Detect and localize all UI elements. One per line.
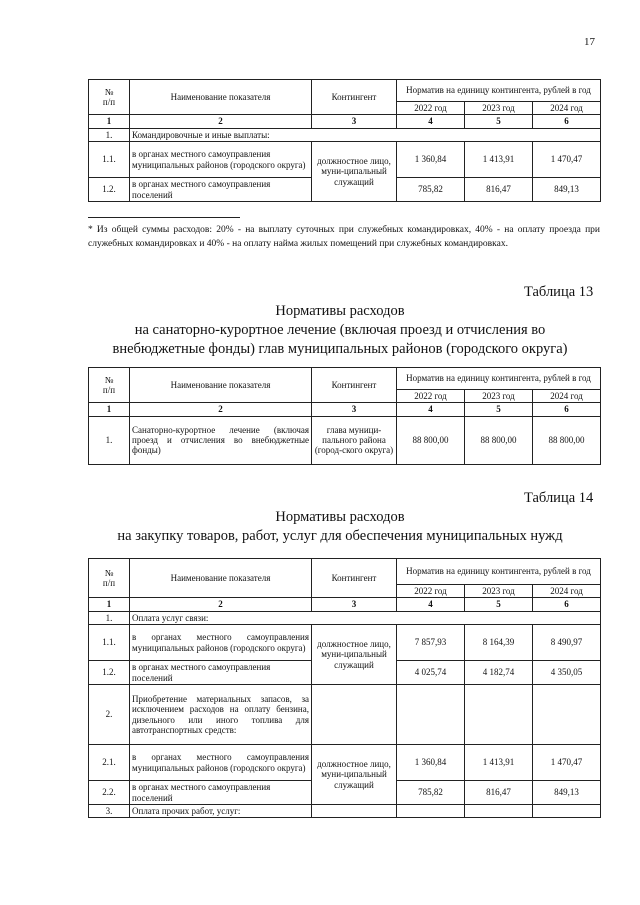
table-procurement xyxy=(88,558,601,818)
col-number: 4 xyxy=(397,403,465,416)
table-row xyxy=(89,685,601,745)
row-contingent-empty xyxy=(312,805,397,818)
table-travel-expenses xyxy=(88,79,601,202)
header-year: 2022 год xyxy=(397,102,465,115)
col-number: 5 xyxy=(465,403,533,416)
row-num: 1. xyxy=(89,128,130,141)
table-row xyxy=(89,745,601,781)
value-2023 xyxy=(465,685,533,745)
header-num: № п/п xyxy=(89,368,130,403)
header-year: 2022 год xyxy=(397,390,465,403)
value-2022 xyxy=(397,685,465,745)
row-name: Приобретение материальных запасов, за исключением расходов на оплату бензина, дизельного или иного топлива для автотранспортных средств: xyxy=(130,685,312,745)
row-num: 2. xyxy=(89,685,130,745)
row-name: в органах местного самоуправления поселений xyxy=(130,661,312,685)
value-2023: 88 800,00 xyxy=(465,416,533,464)
header-year: 2022 год xyxy=(397,585,465,598)
row-contingent: должностное лицо, муни-ципальный служащий xyxy=(312,625,397,685)
value-2024: 1 470,47 xyxy=(533,745,601,781)
row-num: 1.2. xyxy=(89,661,130,685)
row-num: 2.1. xyxy=(89,745,130,781)
row-name: Оплата услуг связи: xyxy=(130,611,601,624)
value-2023: 4 182,74 xyxy=(465,661,533,685)
value-2023 xyxy=(465,805,533,818)
value-2022: 1 360,84 xyxy=(397,142,465,178)
row-contingent: глава муници-пального района (город-ского округа) xyxy=(312,416,397,464)
row-num: 1. xyxy=(89,416,130,464)
table14-title xyxy=(60,508,620,546)
col-number: 2 xyxy=(130,598,312,611)
value-2024 xyxy=(533,685,601,745)
header-year: 2023 год xyxy=(465,390,533,403)
row-name: в органах местного самоуправления муниципальных районов (городского округа) xyxy=(130,745,312,781)
header-name: Наименование показателя xyxy=(130,368,312,403)
value-2022: 88 800,00 xyxy=(397,416,465,464)
header-year: 2023 год xyxy=(465,102,533,115)
footnote-divider xyxy=(88,217,240,218)
col-number: 5 xyxy=(465,115,533,128)
row-num: 1.2. xyxy=(89,178,130,202)
header-name: Наименование показателя xyxy=(130,80,312,115)
value-2024: 88 800,00 xyxy=(533,416,601,464)
value-2024: 1 470,47 xyxy=(533,142,601,178)
row-name: в органах местного самоуправления муниципальных районов (городского округа) xyxy=(130,625,312,661)
value-2023: 1 413,91 xyxy=(465,745,533,781)
col-number: 4 xyxy=(397,598,465,611)
value-2024: 8 490,97 xyxy=(533,625,601,661)
row-name: Санаторно-курортное лечение (включая проезд и отчисления во внебюджетные фонды) xyxy=(130,416,312,464)
col-number: 2 xyxy=(130,115,312,128)
value-2023: 816,47 xyxy=(465,781,533,805)
col-number: 3 xyxy=(312,403,397,416)
header-num: № п/п xyxy=(89,559,130,598)
value-2023: 8 164,39 xyxy=(465,625,533,661)
col-number: 5 xyxy=(465,598,533,611)
header-norm: Норматив на единицу контингента, рублей в год xyxy=(397,80,601,102)
table-row xyxy=(89,611,601,624)
col-number: 1 xyxy=(89,115,130,128)
table-sanatorium xyxy=(88,367,601,465)
row-num: 1. xyxy=(89,611,130,624)
value-2023: 1 413,91 xyxy=(465,142,533,178)
table-row xyxy=(89,805,601,818)
row-num: 1.1. xyxy=(89,142,130,178)
value-2022: 785,82 xyxy=(397,781,465,805)
header-norm: Норматив на единицу контингента, рублей в год xyxy=(397,559,601,585)
row-num: 1.1. xyxy=(89,625,130,661)
page-number: 17 xyxy=(584,36,595,48)
value-2024: 849,13 xyxy=(533,781,601,805)
value-2022: 7 857,93 xyxy=(397,625,465,661)
table-row xyxy=(89,416,601,464)
header-norm: Норматив на единицу контингента, рублей в год xyxy=(397,368,601,390)
table13-title xyxy=(60,302,620,359)
header-contingent: Контингент xyxy=(312,559,397,598)
table-row xyxy=(89,142,601,178)
table-row xyxy=(89,128,601,141)
value-2024: 4 350,05 xyxy=(533,661,601,685)
col-number: 4 xyxy=(397,115,465,128)
title-line: Нормативы расходов xyxy=(275,303,405,319)
header-year: 2023 год xyxy=(465,585,533,598)
header-contingent: Контингент xyxy=(312,368,397,403)
header-num: № п/п xyxy=(89,80,130,115)
row-num: 3. xyxy=(89,805,130,818)
value-2024: 849,13 xyxy=(533,178,601,202)
footnote: * Из общей суммы расходов: 20% - на выплату суточных при служебных командировках, 40% - на оплату проезда при служебных командировках и 40% - на оплату найма жилых помещений при служебных командировках. xyxy=(88,225,600,249)
row-contingent: должностное лицо, муни-ципальный служащий xyxy=(312,745,397,805)
col-number: 6 xyxy=(533,598,601,611)
title-line: Нормативы расходов xyxy=(275,509,405,525)
row-name: в органах местного самоуправления поселений xyxy=(130,178,312,202)
value-2022 xyxy=(397,805,465,818)
row-name: Оплата прочих работ, услуг: xyxy=(130,805,312,818)
row-num: 2.2. xyxy=(89,781,130,805)
title-line: внебюджетные фонды) глав муниципальных районов (городского округа) xyxy=(112,341,568,357)
row-contingent-empty xyxy=(312,685,397,745)
value-2022: 785,82 xyxy=(397,178,465,202)
header-name: Наименование показателя xyxy=(130,559,312,598)
title-line: на закупку товаров, работ, услуг для обеспечения муниципальных нужд xyxy=(117,528,563,544)
row-name: Командировочные и иные выплаты: xyxy=(130,128,601,141)
header-year: 2024 год xyxy=(533,585,601,598)
col-number: 3 xyxy=(312,598,397,611)
col-number: 2 xyxy=(130,403,312,416)
table14-label: Таблица 14 xyxy=(524,490,594,506)
title-line: на санаторно-курортное лечение (включая проезд и отчисления во xyxy=(134,322,546,338)
col-number: 1 xyxy=(89,403,130,416)
col-number: 3 xyxy=(312,115,397,128)
value-2023: 816,47 xyxy=(465,178,533,202)
table-row xyxy=(89,625,601,661)
header-year: 2024 год xyxy=(533,390,601,403)
row-contingent: должностное лицо, муни-ципальный служащий xyxy=(312,142,397,202)
col-number: 6 xyxy=(533,403,601,416)
row-name: в органах местного самоуправления поселений xyxy=(130,781,312,805)
table13-label: Таблица 13 xyxy=(524,284,594,300)
row-name: в органах местного самоуправления муниципальных районов (городского округа) xyxy=(130,142,312,178)
header-contingent: Контингент xyxy=(312,80,397,115)
value-2024 xyxy=(533,805,601,818)
header-year: 2024 год xyxy=(533,102,601,115)
value-2022: 1 360,84 xyxy=(397,745,465,781)
value-2022: 4 025,74 xyxy=(397,661,465,685)
col-number: 1 xyxy=(89,598,130,611)
col-number: 6 xyxy=(533,115,601,128)
